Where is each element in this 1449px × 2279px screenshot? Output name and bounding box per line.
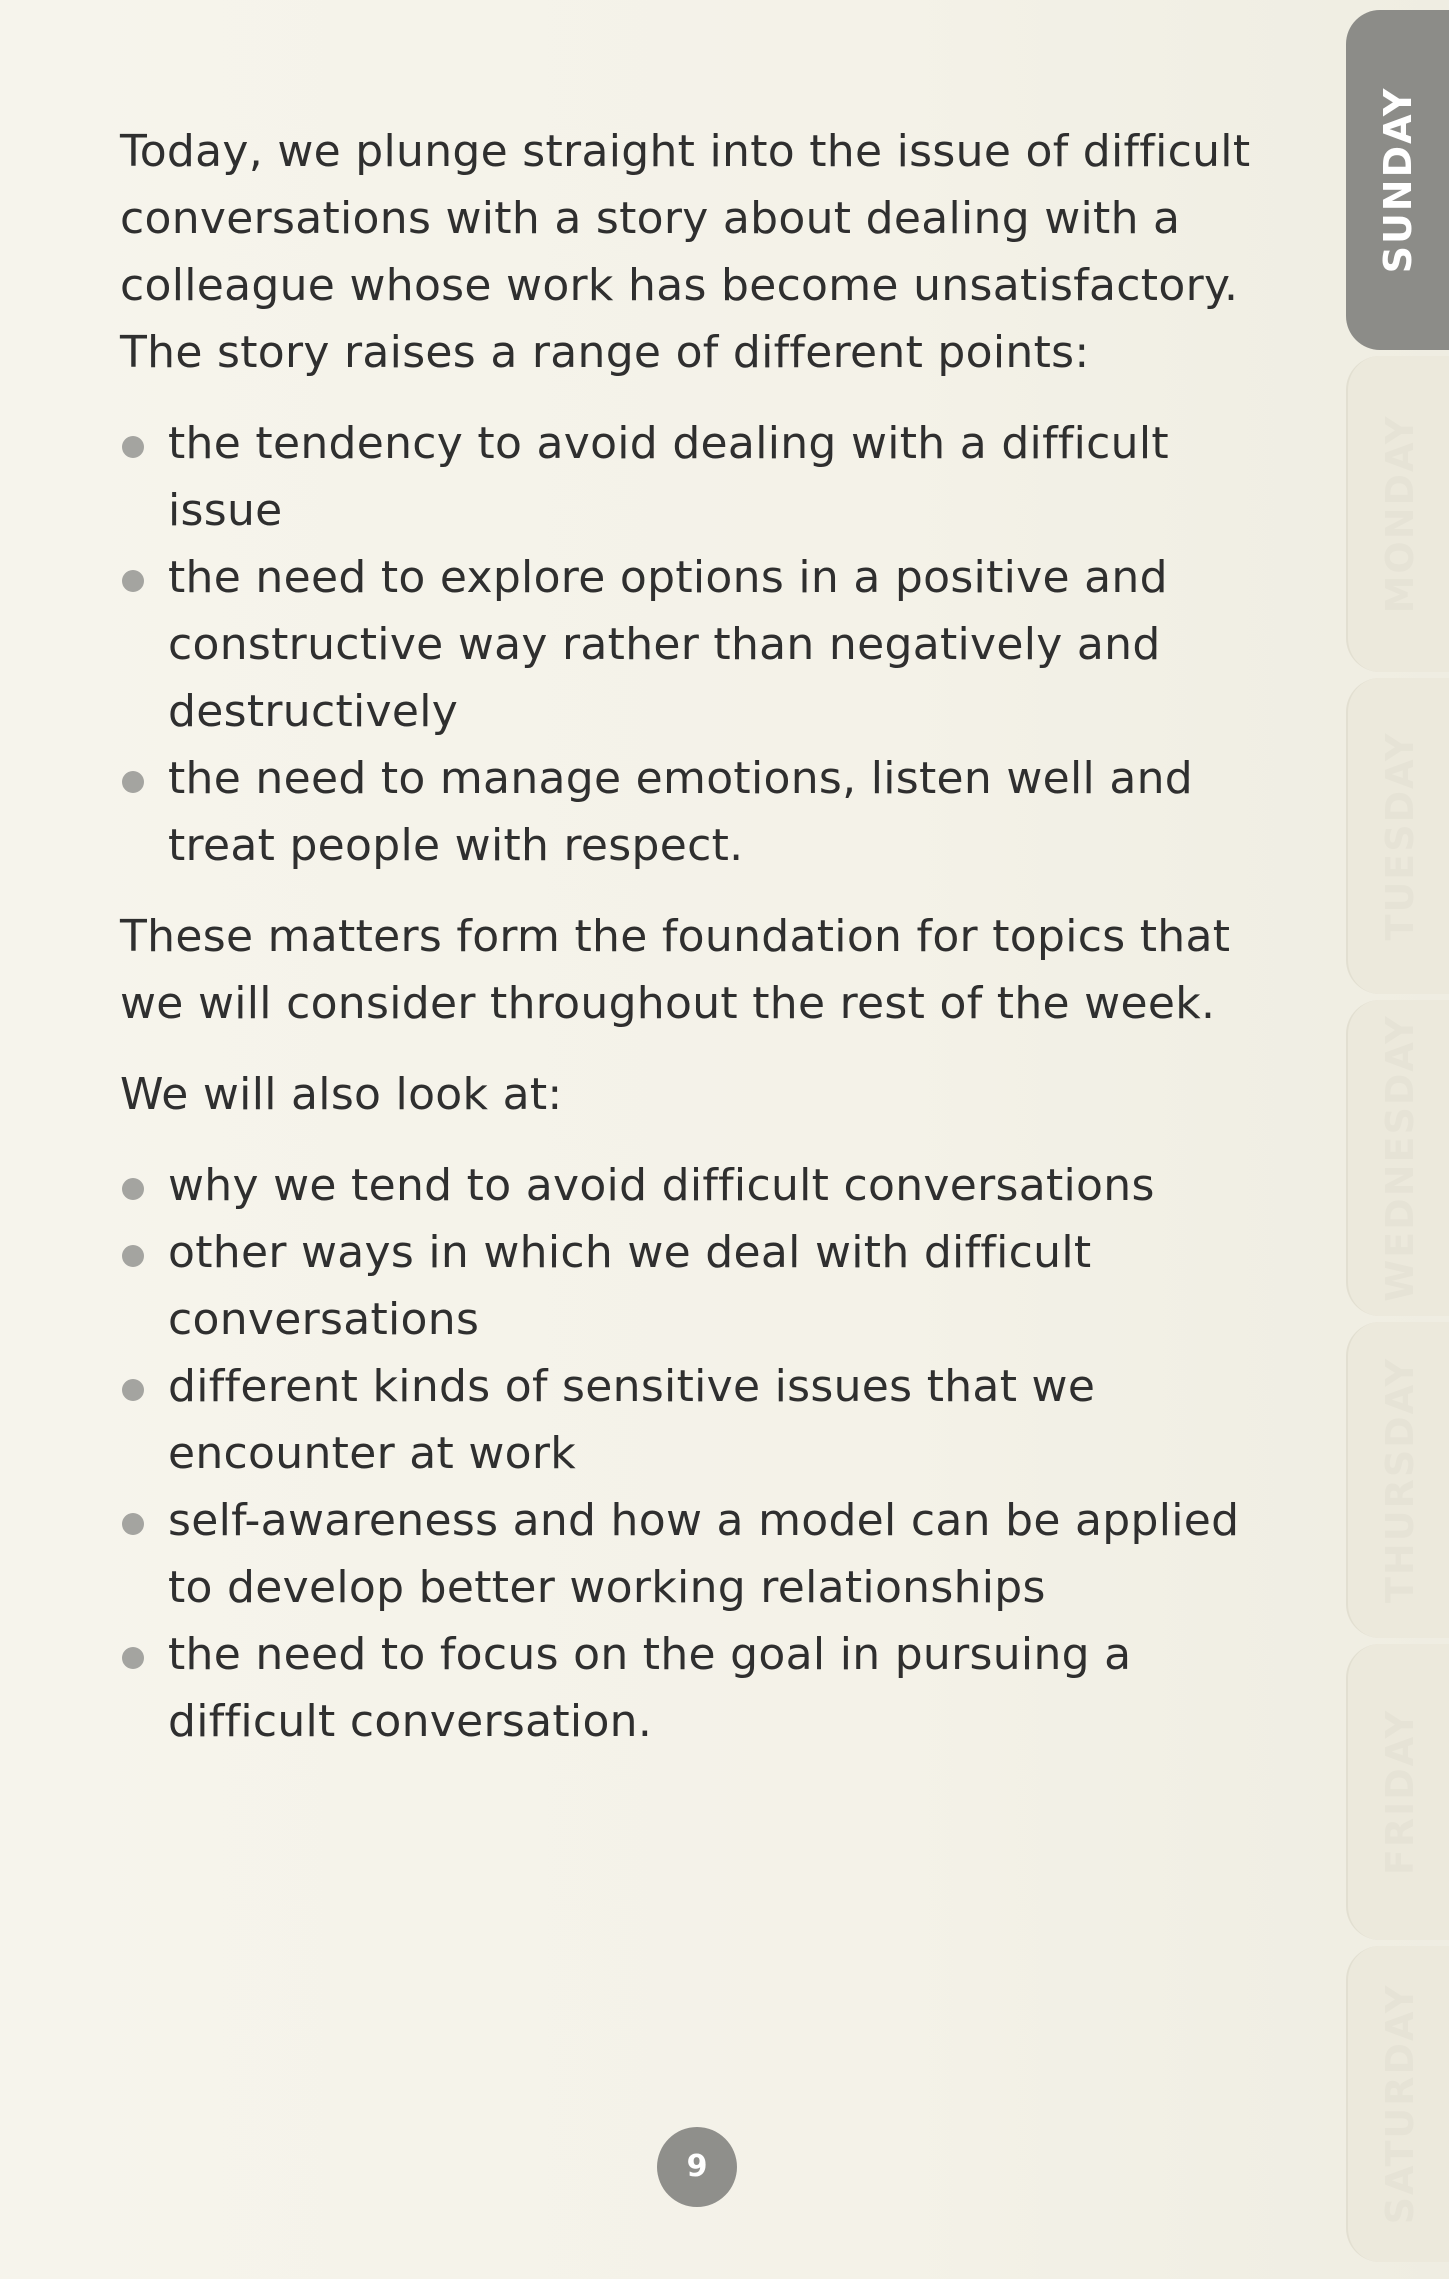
list-item: [120, 1353, 1270, 1487]
bullet-icon: [122, 1647, 144, 1669]
bullet-icon: [122, 771, 144, 793]
tab-saturday[interactable]: [1346, 1946, 1449, 2262]
page-body: [120, 118, 1270, 1779]
tab-wednesday[interactable]: [1346, 1000, 1449, 1316]
list-item: [120, 544, 1270, 745]
tab-friday[interactable]: [1346, 1644, 1449, 1940]
list-item-text: different kinds of sensitive issues that we encounter at work: [168, 1361, 1096, 1479]
tab-label: FRIDAY: [1377, 1708, 1422, 1876]
tab-label: WEDNESDAY: [1377, 1014, 1422, 1302]
tab-label: SUNDAY: [1375, 86, 1420, 274]
list-item-text: the need to explore options in a positive and constructive way rather than negatively and destructively: [168, 552, 1168, 737]
points-list: [120, 410, 1270, 879]
list-item: [120, 1152, 1270, 1219]
page-number-badge: 9: [657, 2127, 737, 2207]
list-item-text: the tendency to avoid dealing with a difficult issue: [168, 418, 1169, 536]
bullet-icon: [122, 436, 144, 458]
also-intro-paragraph: We will also look at:: [120, 1069, 563, 1120]
tab-sunday[interactable]: [1346, 10, 1449, 350]
list-item: [120, 1621, 1270, 1755]
list-item-text: the need to manage emotions, listen well and treat people with respect.: [168, 753, 1194, 871]
bullet-icon: [122, 1178, 144, 1200]
list-item-text: the need to focus on the goal in pursuing a difficult conversation.: [168, 1629, 1132, 1747]
tab-monday[interactable]: [1346, 356, 1449, 672]
intro-paragraph: Today, we plunge straight into the issue of difficult conversations with a story about dealing with a colleague whose work has become unsatisfactory. The story raises a range of different points:: [120, 126, 1251, 378]
tab-label: THURSDAY: [1377, 1356, 1422, 1604]
list-item: [120, 410, 1270, 544]
bullet-icon: [122, 1513, 144, 1535]
foundation-paragraph: These matters form the foundation for topics that we will consider throughout the rest of the week.: [120, 911, 1231, 1029]
bullet-icon: [122, 1379, 144, 1401]
bullet-icon: [122, 570, 144, 592]
day-tabs: [1346, 0, 1449, 2279]
list-item-text: other ways in which we deal with difficult conversations: [168, 1227, 1092, 1345]
tab-tuesday[interactable]: [1346, 678, 1449, 994]
also-points-list: [120, 1152, 1270, 1755]
bullet-icon: [122, 1245, 144, 1267]
list-item: [120, 1219, 1270, 1353]
list-item-text: why we tend to avoid difficult conversations: [168, 1160, 1155, 1211]
tab-label: SATURDAY: [1377, 1983, 1422, 2225]
list-item: [120, 745, 1270, 879]
tab-label: TUESDAY: [1377, 731, 1422, 941]
list-item: [120, 1487, 1270, 1621]
tab-thursday[interactable]: [1346, 1322, 1449, 1638]
tab-label: MONDAY: [1377, 414, 1422, 614]
list-item-text: self-awareness and how a model can be applied to develop better working relationships: [168, 1495, 1240, 1613]
